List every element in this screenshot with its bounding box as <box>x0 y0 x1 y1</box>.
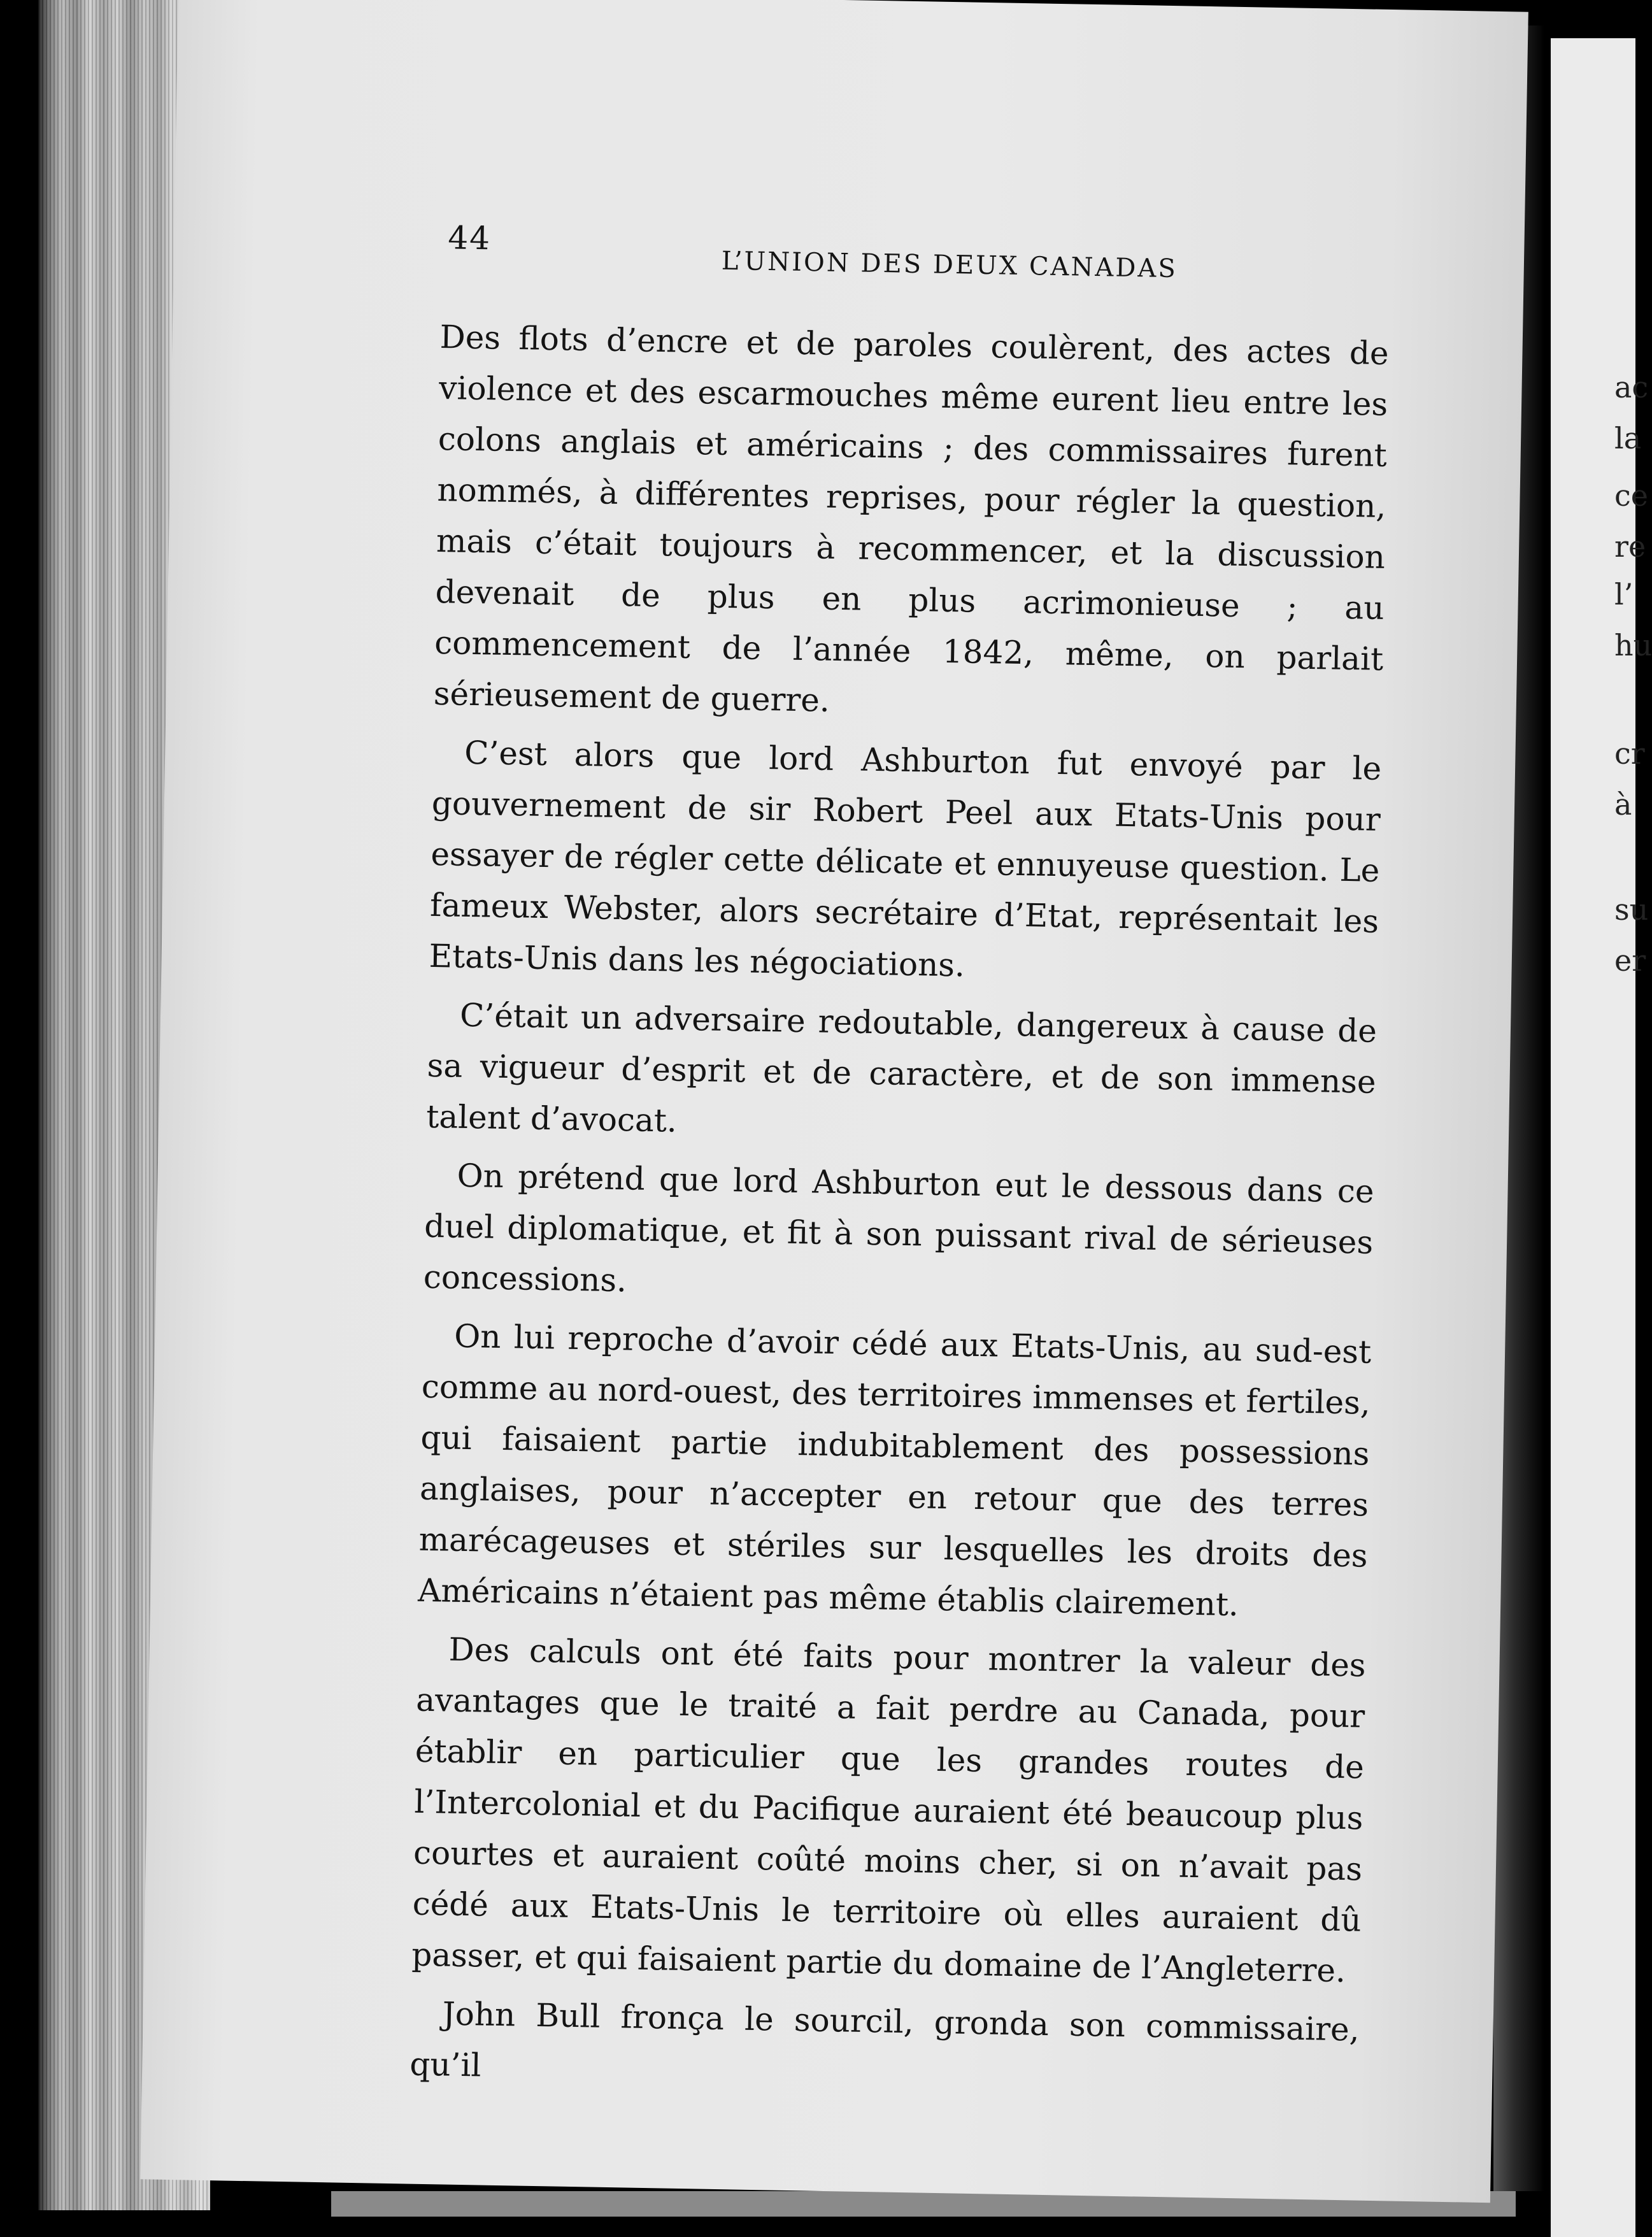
page-number: 44 <box>447 219 492 257</box>
body-text <box>409 311 1389 2114</box>
page-content <box>140 0 1528 2203</box>
facing-page-fragment: la <box>1614 421 1642 455</box>
paragraph: Des calculs ont été faits pour montrer la valeur des avantages que le traité a fait perdre au Canada, pour établir en particulier que les grandes routes de l’Intercolonial et du Pacifique auraient été beaucoup plus courtes et auraient coûté moins cher, si on n’avait pas cédé aux Etats-Unis le territoire où elles auraient dû passer, et qui faisaient partie du domaine de l’Angleterre. <box>411 1631 1367 1990</box>
book-page <box>140 0 1528 2203</box>
facing-page-fragment: l’ <box>1614 577 1634 611</box>
facing-page-fragment: ac <box>1614 370 1649 404</box>
facing-page-fragment: re <box>1614 529 1646 564</box>
facing-page-fragment: ce <box>1614 478 1648 513</box>
facing-page-fragment: cr <box>1614 736 1645 771</box>
facing-page-fragment: à <box>1614 787 1632 822</box>
paragraph: On lui reproche d’avoir cédé aux Etats-Unis, au sud-est comme au nord-ouest, des territoires immenses et fertiles, qui faisaient partie indubitablement des possessions anglaises, pour n’accepter en retour que des terres marécageuses et stériles sur lesquelles les droits des Américains n’étaient pas même établis clairement. <box>417 1317 1372 1624</box>
running-head: L’UNION DES DEUX CANADAS <box>721 246 1178 284</box>
paragraph: C’est alors que lord Ashburton fut envoyé par le gouvernement de sir Robert Peel aux Etats-Unis pour essayer de régler cette délicate et ennuyeuse question. Le fameux Webster, alors secrétaire d’Etat, représentait les Etats-Unis dans les négociations. <box>429 734 1382 984</box>
facing-page-fragment: er <box>1614 943 1646 978</box>
paragraph: Des flots d’encre et de paroles coulèrent, des actes de violence et des escarmouches même eurent lieu entre les colons anglais et américains ; des commissaires furent nommés, à différentes reprises, pour régler la question, mais c’était toujours à recommencer, et la discussion devenait de plus en plus acrimonieuse ; au commencement de l’année 1842, même, on parlait sérieusement de guerre. <box>433 318 1389 719</box>
paragraph: John Bull fronça le sourcil, gronda son commissaire, qu’il <box>409 1995 1360 2084</box>
paragraph: C’était un adversaire redoutable, dangereux à cause de sa vigueur d’esprit et de caractère, et de son immense talent d’avocat. <box>425 996 1378 1140</box>
facing-page-fragment: su <box>1614 892 1649 927</box>
facing-page-fragment: hu <box>1614 628 1652 662</box>
paragraph: On prétend que lord Ashburton eut le dessous dans ce duel diplomatique, et fit à son puissant rival de sérieuses concessions. <box>423 1157 1375 1299</box>
facing-page <box>1551 38 1635 2237</box>
